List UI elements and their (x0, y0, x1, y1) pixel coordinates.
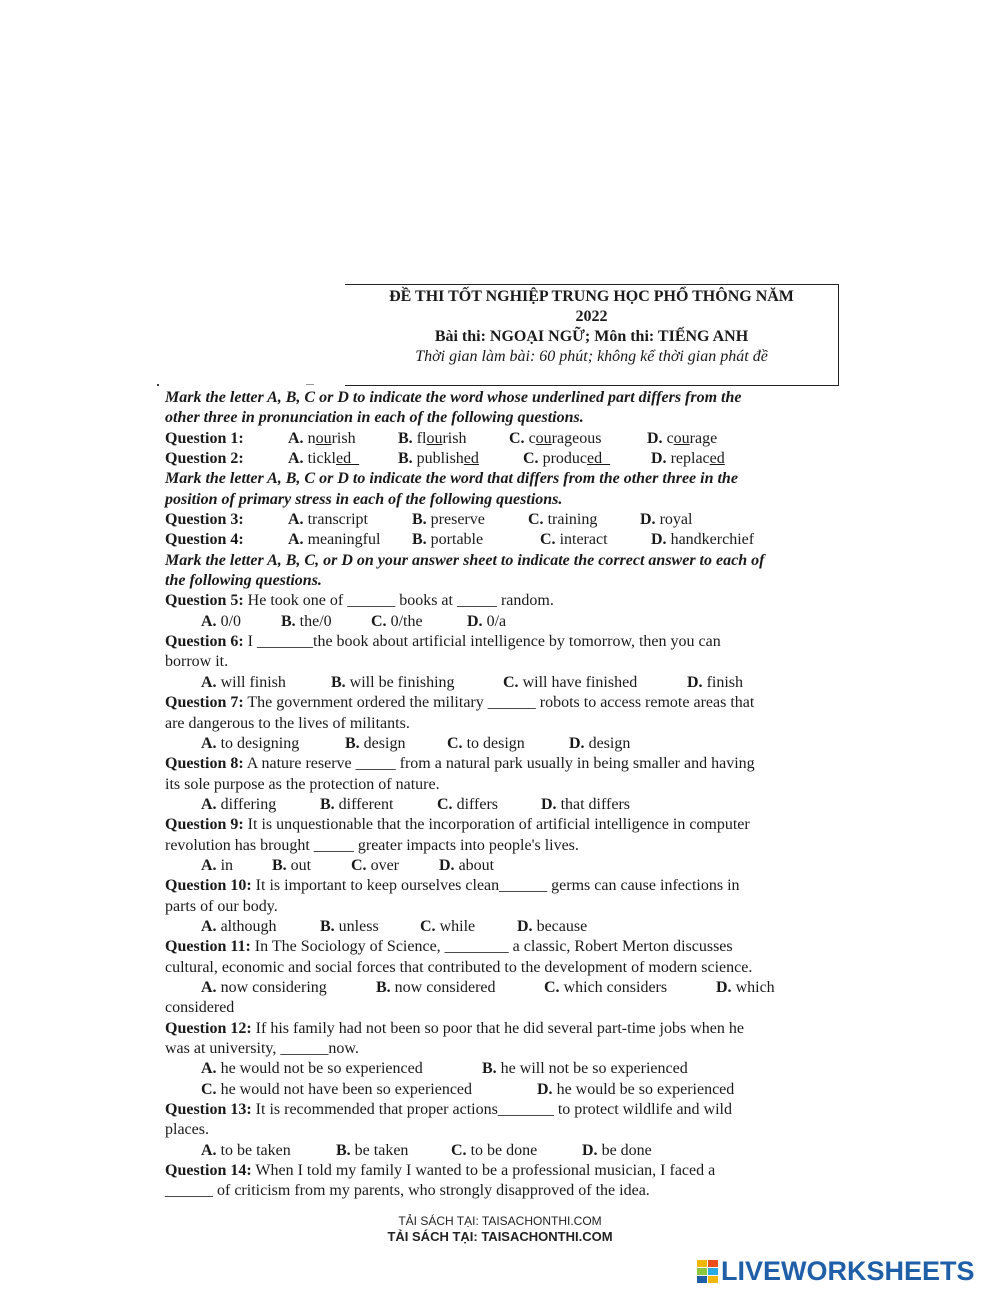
question-3 (165, 510, 845, 530)
question-10-options (165, 917, 845, 937)
option-d[interactable]: D. that differs (541, 795, 631, 813)
option-b[interactable]: B. will be finishing (331, 673, 455, 691)
option-c[interactable]: C. training (528, 511, 598, 529)
option-c[interactable]: C. to be done (451, 1141, 538, 1159)
option-a[interactable]: A. nourish (288, 429, 356, 447)
question-8-options (165, 795, 845, 815)
liveworksheets-wordmark: LIVEWORKSHEETS (721, 1256, 975, 1286)
question-13-cont: places. (165, 1121, 209, 1139)
question-4 (165, 530, 845, 550)
option-b[interactable]: B. out (272, 856, 312, 874)
option-a[interactable]: A. transcript (288, 511, 368, 529)
option-a[interactable]: A. he would not be so experienced (201, 1060, 423, 1078)
option-b[interactable]: B. he will not be so experienced (482, 1060, 688, 1078)
question-12-options-row2 (165, 1080, 845, 1100)
footer-source-line: TẢI SÁCH TẠI: TAISACHONTHI.COM (398, 1214, 602, 1228)
option-d[interactable]: D. finish (687, 673, 744, 691)
option-a[interactable]: A. now considering (201, 978, 327, 996)
option-d[interactable]: D. about (439, 856, 495, 874)
question-label: Question 3: (165, 511, 244, 529)
question-1 (165, 429, 845, 449)
header-underline (477, 385, 705, 386)
question-8: Question 8: A nature reserve _____ from a natural park usually in being smaller and having (165, 755, 755, 773)
question-12: Question 12: If his family had not been so poor that he did several part-time jobs when he (165, 1019, 744, 1037)
question-11-cont: cultural, economic and social forces that contributed to the development of modern science. (165, 958, 753, 976)
option-a[interactable]: A. tickled (288, 450, 360, 468)
exam-duration: Thời gian làm bài: 60 phút; không kể thời gian phát đề (415, 348, 768, 365)
corner-mark (157, 384, 159, 386)
liveworksheets-grid-icon (697, 1260, 718, 1283)
option-d[interactable]: D. 0/a (467, 612, 507, 630)
option-a[interactable]: A. although (201, 917, 277, 935)
question-9-options (165, 856, 845, 876)
instruction-stress-cont: position of primary stress in each of the following questions. (165, 490, 563, 508)
option-d[interactable]: D. handkerchief (651, 531, 755, 549)
question-12-cont: was at university, ______now. (165, 1040, 359, 1057)
question-label: Question 4: (165, 531, 244, 549)
question-2 (165, 449, 845, 469)
option-d[interactable]: D. design (569, 734, 631, 752)
question-9: Question 9: It is unquestionable that the incorporation of artificial intelligence in computer (165, 816, 750, 834)
question-7: Question 7: The government ordered the military ______ robots to access remote areas that (165, 694, 755, 712)
option-d[interactable]: D. be done (582, 1141, 652, 1159)
question-6: Question 6: I _______the book about artificial intelligence by tomorrow, then you can (165, 633, 721, 651)
exam-content (165, 388, 845, 1202)
option-c[interactable]: C. over (351, 856, 399, 874)
question-10-cont: parts of our body. (165, 897, 278, 915)
option-c[interactable]: C. will have finished (503, 673, 638, 691)
option-b[interactable]: B. be taken (336, 1141, 409, 1159)
option-d[interactable]: D. courage (647, 429, 718, 447)
option-a[interactable]: A. 0/0 (201, 612, 242, 630)
liveworksheets-logo[interactable] (697, 1257, 975, 1285)
question-8-cont: its sole purpose as the protection of nature. (165, 775, 440, 793)
question-9-cont: revolution has brought _____ greater impacts into people's lives. (165, 836, 579, 854)
exam-title: ĐỀ THI TỐT NGHIỆP TRUNG HỌC PHỔ THÔNG NĂM (389, 288, 794, 305)
question-14: Question 14: When I told my family I wanted to be a professional musician, I faced a (165, 1162, 716, 1180)
option-a[interactable]: A. to be taken (201, 1141, 291, 1159)
exam-subject: Bài thi: NGOẠI NGỮ; Môn thi: TIẾNG ANH (434, 328, 749, 345)
question-11-option-d-cont: considered (165, 999, 235, 1017)
option-c[interactable]: C. while (420, 917, 476, 935)
question-10: Question 10: It is important to keep ourselves clean______ germs can cause infections in (165, 877, 740, 895)
option-a[interactable]: A. meaningful (288, 531, 381, 549)
instruction-correct-answer: Mark the letter A, B, C, or D on your answer sheet to indicate the correct answer to each of (165, 551, 765, 569)
option-c[interactable]: C. he would not have been so experienced (201, 1080, 473, 1098)
question-14-cont: ______ of criticism from my parents, who strongly disapproved of the idea. (165, 1182, 650, 1200)
option-b[interactable]: B. portable (412, 531, 484, 549)
option-d[interactable]: D. which (716, 978, 775, 996)
option-d[interactable]: D. royal (640, 511, 693, 529)
option-d[interactable]: D. because (517, 917, 588, 935)
instruction-pronunciation-cont: other three in pronunciation in each of the following questions. (165, 409, 584, 427)
instruction-pronunciation: Mark the letter A, B, C or D to indicate the word whose underlined part differs from the (165, 389, 742, 406)
option-a[interactable]: A. in (201, 856, 234, 874)
question-11-options (165, 978, 845, 998)
corner-mark-2 (306, 384, 314, 385)
question-12-options-row1 (165, 1059, 845, 1079)
option-b[interactable]: B. the/0 (281, 612, 332, 630)
option-b[interactable]: B. published (398, 450, 479, 468)
option-c[interactable]: C. produced (523, 450, 611, 468)
option-b[interactable]: B. unless (320, 917, 379, 935)
option-b[interactable]: B. now considered (376, 978, 496, 996)
option-a[interactable]: A. to designing (201, 734, 300, 752)
question-7-cont: are dangerous to the lives of militants. (165, 714, 410, 732)
question-13-options (165, 1141, 845, 1161)
option-b[interactable]: B. design (345, 734, 406, 752)
option-c[interactable]: C. to design (447, 734, 525, 752)
question-5-options (165, 612, 845, 632)
instruction-stress: Mark the letter A, B, C or D to indicate the word that differs from the other three in the (165, 470, 738, 488)
option-a[interactable]: A. differing (201, 795, 277, 813)
option-c[interactable]: C. 0/the (371, 612, 423, 630)
option-b[interactable]: B. flourish (398, 429, 467, 447)
instruction-correct-answer-cont: the following questions. (165, 572, 322, 590)
question-5: Question 5: He took one of ______ books at _____ random. (165, 592, 554, 610)
option-b[interactable]: B. preserve (412, 511, 485, 529)
question-6-cont: borrow it. (165, 653, 229, 671)
option-c[interactable]: C. courageous (509, 429, 602, 447)
option-a[interactable]: A. will finish (201, 673, 286, 691)
question-13: Question 13: It is recommended that proper actions_______ to protect wildlife and wild (165, 1101, 732, 1119)
question-label: Question 1: (165, 429, 244, 447)
option-c[interactable]: C. differs (437, 795, 499, 813)
question-7-options (165, 734, 845, 754)
footer-source-line-bold: TẢI SÁCH TẠI: TAISACHONTHI.COM (387, 1229, 613, 1244)
exam-year: 2022 (575, 308, 608, 325)
question-label: Question 2: (165, 450, 244, 468)
option-b[interactable]: B. different (320, 795, 394, 813)
option-c[interactable]: C. interact (540, 531, 608, 549)
question-11: Question 11: In The Sociology of Science, ________ a classic, Robert Merton discusses (165, 938, 733, 956)
option-d[interactable]: D. replaced (651, 450, 725, 468)
option-c[interactable]: C. which considers (544, 978, 668, 996)
question-6-options (165, 673, 845, 693)
exam-header-box (345, 284, 839, 386)
option-d[interactable]: D. he would be so experienced (537, 1080, 735, 1098)
